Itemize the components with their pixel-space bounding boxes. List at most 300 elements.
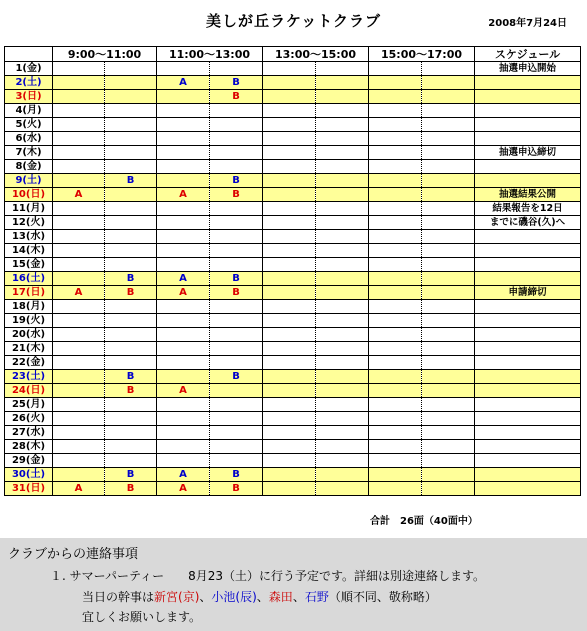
court-slot-cell [210, 454, 263, 468]
court-slot-cell [53, 104, 105, 118]
table-row [5, 412, 581, 426]
day-cell: 21(木) [5, 342, 53, 356]
court-slot-cell [157, 230, 210, 244]
court-slot-cell [105, 188, 157, 202]
organizer-name: 、 [199, 590, 212, 604]
court-slot-cell [157, 62, 210, 76]
court-slot-cell [210, 356, 263, 370]
court-slot-cell [210, 398, 263, 412]
court-slot-cell [157, 244, 210, 258]
court-slot-cell: A [53, 188, 105, 202]
court-slot-cell [369, 90, 422, 104]
court-slot-cell [210, 300, 263, 314]
organizer-name: 、 [256, 590, 269, 604]
court-slot-cell [369, 398, 422, 412]
court-slot-cell [316, 244, 369, 258]
court-slot-cell [263, 146, 316, 160]
court-slot-cell [422, 146, 475, 160]
court-slot-cell [53, 202, 105, 216]
organizer-names [154, 590, 329, 604]
table-row [5, 370, 581, 384]
court-slot-cell [263, 104, 316, 118]
court-slot-cell [157, 440, 210, 454]
court-slot-cell [316, 104, 369, 118]
court-slot-cell [369, 454, 422, 468]
court-slot-cell [53, 426, 105, 440]
day-cell: 3(日) [5, 90, 53, 104]
table-row [5, 146, 581, 160]
court-slot-cell [316, 188, 369, 202]
court-slot-cell [263, 230, 316, 244]
court-slot-cell [369, 258, 422, 272]
schedule-note-cell [475, 440, 581, 454]
table-row [5, 384, 581, 398]
court-slot-cell [422, 272, 475, 286]
court-slot-cell [105, 160, 157, 174]
court-slot-cell [316, 356, 369, 370]
court-slot-cell [422, 440, 475, 454]
court-slot-cell [210, 384, 263, 398]
court-slot-cell [157, 412, 210, 426]
court-slot-cell [53, 370, 105, 384]
court-slot-cell [369, 286, 422, 300]
court-slot-cell [263, 286, 316, 300]
court-slot-cell [53, 244, 105, 258]
court-slot-cell [157, 314, 210, 328]
court-slot-cell [263, 356, 316, 370]
notice-heading: クラブからの連絡事項 [8, 547, 139, 562]
court-slot-cell [369, 146, 422, 160]
court-slot-cell [316, 272, 369, 286]
court-slot-cell [316, 370, 369, 384]
court-slot-cell: A [157, 482, 210, 496]
table-row [5, 300, 581, 314]
schedule-note-cell [475, 174, 581, 188]
court-slot-cell [422, 216, 475, 230]
court-slot-cell [422, 188, 475, 202]
court-slot-cell [369, 230, 422, 244]
table-row [5, 230, 581, 244]
court-total: 合計 26面（40面中） [370, 516, 478, 527]
court-slot-cell [157, 454, 210, 468]
header-row [5, 47, 581, 62]
schedule-note-cell [475, 412, 581, 426]
table-row [5, 132, 581, 146]
notice-line-2 [82, 588, 437, 605]
court-slot-cell [422, 76, 475, 90]
day-cell: 18(月) [5, 300, 53, 314]
court-slot-cell [369, 356, 422, 370]
court-slot-cell [53, 230, 105, 244]
court-slot-cell: B [210, 370, 263, 384]
court-slot-cell [263, 216, 316, 230]
organizer-name: 、 [292, 590, 305, 604]
court-slot-cell [263, 118, 316, 132]
header-slot-9-11: 9:00〜11:00 [53, 47, 157, 62]
court-slot-cell [263, 314, 316, 328]
court-slot-cell: B [105, 272, 157, 286]
court-slot-cell [369, 188, 422, 202]
court-slot-cell [263, 426, 316, 440]
day-cell: 12(火) [5, 216, 53, 230]
table-row [5, 244, 581, 258]
day-cell: 20(水) [5, 328, 53, 342]
court-slot-cell [105, 244, 157, 258]
table-row [5, 174, 581, 188]
day-cell: 2(土) [5, 76, 53, 90]
court-slot-cell [263, 76, 316, 90]
court-slot-cell [157, 174, 210, 188]
court-slot-cell [316, 426, 369, 440]
court-slot-cell [105, 90, 157, 104]
schedule-note-cell [475, 468, 581, 482]
court-slot-cell [422, 398, 475, 412]
court-slot-cell [369, 216, 422, 230]
court-slot-cell: B [210, 272, 263, 286]
court-slot-cell [157, 132, 210, 146]
court-slot-cell [105, 62, 157, 76]
court-slot-cell [105, 202, 157, 216]
court-slot-cell [105, 328, 157, 342]
court-slot-cell [422, 356, 475, 370]
schedule-note-cell [475, 118, 581, 132]
schedule-note-cell [475, 328, 581, 342]
day-cell: 13(水) [5, 230, 53, 244]
court-slot-cell [157, 90, 210, 104]
schedule-note-cell [475, 90, 581, 104]
court-slot-cell [369, 440, 422, 454]
schedule-note-cell [475, 454, 581, 468]
day-cell: 22(金) [5, 356, 53, 370]
court-slot-cell [369, 160, 422, 174]
schedule-note-cell [475, 76, 581, 90]
court-slot-cell [422, 132, 475, 146]
day-cell: 1(金) [5, 62, 53, 76]
notice-line-3: 宜しくお願いします。 [82, 610, 202, 624]
day-cell: 29(金) [5, 454, 53, 468]
court-slot-cell: A [157, 384, 210, 398]
court-slot-cell [369, 426, 422, 440]
court-slot-cell [369, 314, 422, 328]
table-row [5, 356, 581, 370]
court-slot-cell [263, 370, 316, 384]
court-slot-cell [316, 132, 369, 146]
court-slot-cell [369, 468, 422, 482]
table-row [5, 454, 581, 468]
table-row [5, 482, 581, 496]
court-slot-cell [210, 104, 263, 118]
court-slot-cell [263, 398, 316, 412]
court-slot-cell [316, 230, 369, 244]
court-slot-cell [53, 132, 105, 146]
court-slot-cell [422, 244, 475, 258]
schedule-note-cell [475, 132, 581, 146]
day-cell: 16(土) [5, 272, 53, 286]
court-slot-cell [263, 342, 316, 356]
court-slot-cell [263, 454, 316, 468]
court-slot-cell [157, 328, 210, 342]
court-slot-cell [105, 314, 157, 328]
court-slot-cell [263, 468, 316, 482]
court-slot-cell [210, 118, 263, 132]
court-slot-cell [369, 202, 422, 216]
court-slot-cell [422, 230, 475, 244]
court-slot-cell [369, 104, 422, 118]
table-row [5, 342, 581, 356]
schedule-note-cell [475, 426, 581, 440]
day-cell: 15(金) [5, 258, 53, 272]
court-slot-cell: A [157, 468, 210, 482]
court-slot-cell: B [105, 370, 157, 384]
court-slot-cell [210, 216, 263, 230]
court-slot-cell [157, 202, 210, 216]
schedule-note-cell: までに磯谷(久)へ [475, 216, 581, 230]
court-slot-cell [263, 328, 316, 342]
court-slot-cell [316, 286, 369, 300]
court-slot-cell [369, 132, 422, 146]
court-slot-cell [105, 440, 157, 454]
table-row [5, 272, 581, 286]
court-slot-cell: B [105, 468, 157, 482]
schedule-note-cell [475, 230, 581, 244]
day-cell: 27(水) [5, 426, 53, 440]
court-slot-cell [210, 412, 263, 426]
day-cell: 31(日) [5, 482, 53, 496]
court-slot-cell: A [157, 76, 210, 90]
court-slot-cell [422, 426, 475, 440]
court-schedule-table [4, 46, 581, 496]
court-slot-cell [369, 482, 422, 496]
court-slot-cell [316, 76, 369, 90]
court-slot-cell [53, 90, 105, 104]
header-slot-13-15: 13:00〜15:00 [263, 47, 369, 62]
court-slot-cell [369, 174, 422, 188]
court-slot-cell: A [53, 286, 105, 300]
table-row [5, 398, 581, 412]
day-cell: 14(木) [5, 244, 53, 258]
table-row [5, 202, 581, 216]
schedule-note-cell [475, 104, 581, 118]
court-slot-cell [422, 202, 475, 216]
table-row [5, 426, 581, 440]
court-slot-cell [316, 342, 369, 356]
court-slot-cell [210, 426, 263, 440]
court-slot-cell [157, 370, 210, 384]
court-slot-cell [263, 258, 316, 272]
court-slot-cell [369, 328, 422, 342]
court-slot-cell [210, 230, 263, 244]
court-slot-cell [369, 118, 422, 132]
court-slot-cell [422, 384, 475, 398]
court-slot-cell [157, 118, 210, 132]
court-slot-cell [53, 440, 105, 454]
schedule-note-cell: 抽選申込締切 [475, 146, 581, 160]
court-slot-cell [316, 482, 369, 496]
court-slot-cell [422, 342, 475, 356]
day-cell: 26(火) [5, 412, 53, 426]
court-slot-cell [53, 174, 105, 188]
day-cell: 19(火) [5, 314, 53, 328]
court-slot-cell: B [210, 90, 263, 104]
schedule-note-cell [475, 272, 581, 286]
day-cell: 7(木) [5, 146, 53, 160]
court-slot-cell [263, 160, 316, 174]
court-slot-cell [105, 356, 157, 370]
court-slot-cell [157, 104, 210, 118]
schedule-note-cell [475, 314, 581, 328]
table-row [5, 76, 581, 90]
day-cell: 4(月) [5, 104, 53, 118]
table-row [5, 286, 581, 300]
court-slot-cell [263, 90, 316, 104]
table-row [5, 216, 581, 230]
court-slot-cell [53, 216, 105, 230]
court-slot-cell [263, 174, 316, 188]
table-row [5, 160, 581, 174]
court-slot-cell [369, 300, 422, 314]
court-slot-cell [422, 370, 475, 384]
court-slot-cell [53, 356, 105, 370]
court-slot-cell [210, 244, 263, 258]
court-slot-cell [105, 426, 157, 440]
court-slot-cell [263, 440, 316, 454]
notice-line-2-suffix: （順不同、敬称略） [328, 590, 437, 604]
court-slot-cell [263, 272, 316, 286]
table-row [5, 314, 581, 328]
organizer-name: 新宮(京) [154, 590, 200, 604]
organizer-name: 小池(辰) [211, 590, 257, 604]
court-slot-cell [422, 314, 475, 328]
court-slot-cell [210, 342, 263, 356]
court-slot-cell [263, 244, 316, 258]
table-row [5, 328, 581, 342]
schedule-note-cell [475, 342, 581, 356]
court-slot-cell [157, 300, 210, 314]
court-slot-cell [369, 244, 422, 258]
court-slot-cell [263, 384, 316, 398]
schedule-note-cell [475, 370, 581, 384]
court-slot-cell [105, 118, 157, 132]
court-slot-cell [263, 202, 316, 216]
court-slot-cell [53, 384, 105, 398]
header-schedule: スケジュール [475, 47, 581, 62]
court-slot-cell [53, 160, 105, 174]
schedule-note-cell: 抽選申込開始 [475, 62, 581, 76]
court-slot-cell [369, 370, 422, 384]
court-slot-cell: B [210, 468, 263, 482]
header-slot-11-13: 11:00〜13:00 [157, 47, 263, 62]
court-slot-cell [53, 468, 105, 482]
court-slot-cell [157, 160, 210, 174]
court-slot-cell [210, 146, 263, 160]
court-slot-cell [316, 384, 369, 398]
court-slot-cell [105, 132, 157, 146]
court-slot-cell: A [157, 286, 210, 300]
court-slot-cell [263, 62, 316, 76]
court-slot-cell [105, 104, 157, 118]
court-slot-cell [369, 76, 422, 90]
court-slot-cell [53, 342, 105, 356]
court-slot-cell [157, 146, 210, 160]
court-slot-cell [422, 286, 475, 300]
court-slot-cell: B [105, 286, 157, 300]
court-slot-cell: B [210, 174, 263, 188]
court-slot-cell [53, 76, 105, 90]
court-slot-cell [157, 356, 210, 370]
court-slot-cell [53, 300, 105, 314]
schedule-note-cell: 結果報告を12日 [475, 202, 581, 216]
day-cell: 30(土) [5, 468, 53, 482]
court-slot-cell [105, 230, 157, 244]
court-slot-cell: B [210, 188, 263, 202]
schedule-note-cell [475, 384, 581, 398]
schedule-note-cell [475, 482, 581, 496]
court-slot-cell [105, 146, 157, 160]
court-slot-cell [422, 160, 475, 174]
court-slot-cell [157, 398, 210, 412]
day-cell: 9(土) [5, 174, 53, 188]
court-slot-cell [422, 454, 475, 468]
court-slot-cell [210, 440, 263, 454]
table-row [5, 104, 581, 118]
court-slot-cell [316, 216, 369, 230]
court-slot-cell [53, 454, 105, 468]
court-slot-cell [53, 146, 105, 160]
day-cell: 23(土) [5, 370, 53, 384]
court-slot-cell [369, 412, 422, 426]
notice-line-1: １. サマーパーティー 8月23（土）に行う予定です。詳細は別途連絡します。 [50, 569, 486, 583]
table-row [5, 118, 581, 132]
court-slot-cell [157, 342, 210, 356]
court-slot-cell [422, 328, 475, 342]
court-slot-cell [210, 328, 263, 342]
table-row [5, 188, 581, 202]
schedule-note-cell [475, 244, 581, 258]
court-slot-cell: B [105, 482, 157, 496]
document-date: 2008年7月24日 [488, 18, 567, 29]
court-slot-cell [422, 62, 475, 76]
court-slot-cell [263, 482, 316, 496]
court-slot-cell: B [210, 76, 263, 90]
court-slot-cell [105, 454, 157, 468]
court-slot-cell [263, 412, 316, 426]
court-slot-cell [53, 272, 105, 286]
court-slot-cell [422, 482, 475, 496]
court-slot-cell [105, 412, 157, 426]
court-slot-cell: B [105, 174, 157, 188]
table-row [5, 440, 581, 454]
court-slot-cell [422, 468, 475, 482]
day-cell: 5(火) [5, 118, 53, 132]
court-slot-cell [210, 160, 263, 174]
court-slot-cell [369, 384, 422, 398]
court-slot-cell [316, 398, 369, 412]
court-slot-cell [53, 314, 105, 328]
schedule-note-cell [475, 258, 581, 272]
court-slot-cell [422, 258, 475, 272]
table-row [5, 62, 581, 76]
court-slot-cell: B [210, 482, 263, 496]
court-slot-cell [53, 118, 105, 132]
schedule-note-cell [475, 398, 581, 412]
day-cell: 11(月) [5, 202, 53, 216]
day-cell: 17(日) [5, 286, 53, 300]
day-cell: 6(水) [5, 132, 53, 146]
court-slot-cell [316, 174, 369, 188]
day-cell: 28(木) [5, 440, 53, 454]
court-slot-cell [369, 62, 422, 76]
court-slot-cell: A [157, 188, 210, 202]
